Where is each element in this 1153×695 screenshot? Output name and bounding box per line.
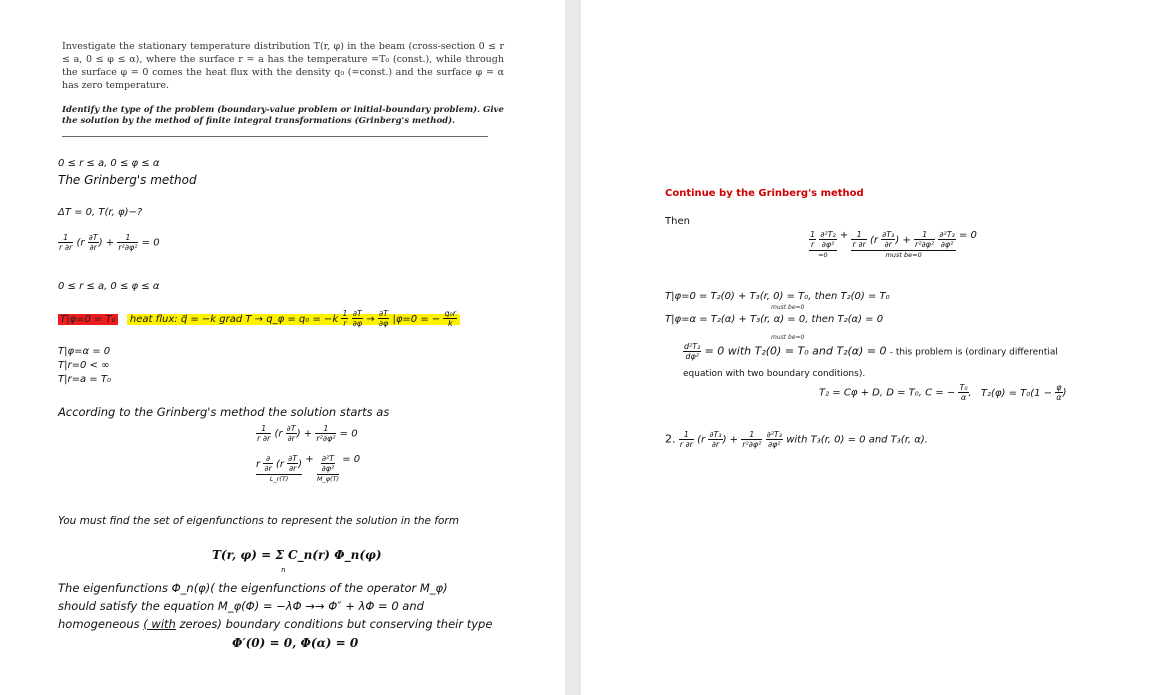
eigen-line-1: The eigenfunctions Φ_n(φ)( the eigenfunctions of the operator M_φ) <box>58 581 448 595</box>
frac-den: α <box>1056 393 1062 402</box>
frac-num: 1 <box>810 230 816 239</box>
equals-zero: = 0 <box>339 428 358 440</box>
plus-sign: + <box>303 428 313 440</box>
frac-den: dφ² <box>685 352 699 361</box>
frac-num: ∂²T₃ <box>939 230 955 239</box>
frac-den: r ∂r <box>679 440 693 449</box>
plus-sign: + <box>839 230 849 241</box>
pde-repeat <box>256 424 358 443</box>
frac-num: 1 <box>58 233 73 243</box>
plus-sign: + <box>105 237 115 249</box>
ode-note: - this problem is (ordinary differential <box>889 347 1058 358</box>
series-index: n <box>281 566 286 574</box>
bc-line-b: T|φ=α = T₂(α) + T₃(r, α) = 0, then T₂(α) = 0 <box>665 314 884 325</box>
frac-den: r²∂φ² <box>316 434 336 443</box>
r-symbol: r <box>256 458 261 470</box>
task-statement: Identify the type of the problem (boundary-value problem or initial-boundary problem). Give the solution by the method of finite integral transformations (Grinberg's method). <box>62 105 504 126</box>
frac-num: ∂²T₂ <box>820 230 836 239</box>
frac-den: ∂r <box>264 464 272 473</box>
must-find-line: You must find the set of eigenfunctions to represent the solution in the form <box>58 515 459 527</box>
paren-open: (r <box>697 434 706 446</box>
must-be-zero-b: must be=0 <box>771 334 805 341</box>
frac-num: ∂T₃ <box>882 230 895 239</box>
equals-zero: = 0 <box>342 454 361 465</box>
paren-close: ) <box>296 428 301 440</box>
frac-den: r²∂φ² <box>118 243 138 252</box>
frac-den: k <box>447 319 453 328</box>
brace-label-zero: =0 <box>809 250 837 259</box>
domain-line: 0 ≤ r ≤ a, 0 ≤ φ ≤ α <box>58 158 160 169</box>
must-be-zero-a: must be=0 <box>771 304 805 311</box>
frac-num: 1 <box>679 430 694 440</box>
ode-text: = 0 with T₂(0) = T₀ and T₂(α) = 0 <box>704 344 887 358</box>
frac-den: r ∂r <box>257 434 271 443</box>
frac-den: r ∂r <box>852 240 866 249</box>
frac-num: ∂²T <box>321 454 335 463</box>
solution-text: T₂ = Cφ + D, D = T₀, C = − <box>819 387 956 399</box>
paren-close: ) <box>298 458 303 470</box>
ode-note-2: equation with two boundary conditions). <box>683 369 866 379</box>
frac-den: ∂φ <box>352 319 363 328</box>
paren-open: (r <box>274 428 283 440</box>
method-line: The Grinberg's method <box>58 173 197 187</box>
frac-den: α <box>960 393 967 402</box>
frac-den: r²∂φ² <box>742 440 762 449</box>
bc-highlight-red: T|φ=0 = T₀ <box>60 313 116 325</box>
frac-num: T₀ <box>959 383 968 392</box>
plus-sign: + <box>305 454 314 465</box>
paren-open: (r <box>275 458 284 470</box>
frac-den: ∂φ² <box>321 464 335 473</box>
paren-close: ) <box>722 434 727 446</box>
frac-num: q₀r <box>444 309 457 318</box>
frac-den: ∂r <box>288 464 297 473</box>
document-page-left <box>0 0 565 695</box>
eigen-underlined: ( with <box>143 617 176 631</box>
bc-line-a: T|φ=0 = T₂(0) + T₃(r, 0) = T₀, then T₂(0) = T₀ <box>665 291 890 302</box>
frac-den: ∂r <box>711 440 720 449</box>
eigen-pre: homogeneous <box>58 617 144 631</box>
item-2-tail: with T₃(r, 0) = 0 and T₃(r, α). <box>786 434 928 446</box>
problem-statement: Investigate the stationary temperature distribution T(r, φ) in the beam (cross-section 0 ≤ r ≤ a, 0 ≤ φ ≤ α), where the surface r = a has the temperature =T₀ (const.), while through the surface φ = 0 comes the heat flux with the density q₀ (=const.) and the surface φ = α has zero temperature. <box>62 41 504 91</box>
mphi-label: M_φ(T) <box>316 475 340 483</box>
arrow: → <box>366 313 375 325</box>
frac-num: ∂ <box>263 454 272 464</box>
paren-close: ) <box>1062 387 1067 399</box>
frac-num: 1 <box>342 309 348 318</box>
solution-tail: T₂(φ) = T₀(1 − <box>980 387 1053 399</box>
eigen-bc: Φ′(0) = 0, Φ(α) = 0 <box>232 636 359 650</box>
frac-num: ∂T <box>88 233 98 242</box>
frac-den: ∂φ² <box>767 440 781 449</box>
lr-label: L_r(T) <box>256 474 302 483</box>
frac-den: ∂φ² <box>821 240 835 249</box>
pde-polar <box>58 233 160 252</box>
plus-sign: + <box>729 434 739 446</box>
paren-open: (r <box>76 237 85 249</box>
continue-heading: Continue by the Grinberg's method <box>665 188 864 199</box>
frac-num: 1 <box>315 424 336 434</box>
frac-num: ∂T <box>286 424 296 433</box>
solution-line: T₂ = Cφ + D, D = T₀, C = − $\frac{\text{T₀}}{\alpha}$ , T₂(φ) = T₀(1 − $\frac{\varphi}{\alpha}$ ) <box>819 383 1067 402</box>
frac-num: 1 <box>256 424 271 434</box>
frac-num: ∂T₃ <box>709 430 722 439</box>
series-form: T(r, φ) = Σ C_n(r) Φ_n(φ) <box>212 548 382 562</box>
frac-num: d²T₂ <box>684 342 701 351</box>
bc-alpha: T|φ=α = 0 <box>58 346 111 357</box>
frac-num: 1 <box>914 230 935 240</box>
paren-open: (r <box>869 234 878 246</box>
frac-num: ∂T <box>288 454 298 463</box>
according-line: According to the Grinberg's method the solution starts as <box>58 405 390 419</box>
eigen-post: zeroes) boundary conditions but conserving their type <box>175 617 493 631</box>
frac-den: r²∂φ² <box>915 240 935 249</box>
equals-zero: = 0 <box>141 237 160 249</box>
eigen-line-2: should satisfy the equation M_φ(Φ) = −λΦ →→ Φ″ + λΦ = 0 and <box>58 599 424 613</box>
flux-highlight <box>127 309 460 328</box>
frac-den: ∂r <box>884 240 892 249</box>
frac-den: ∂φ² <box>940 240 954 249</box>
bc-r-zero: T|r=0 < ∞ <box>58 360 110 371</box>
eigen-line-3 <box>58 617 492 631</box>
equals-zero: = 0 <box>958 230 977 241</box>
plus-sign: + <box>902 234 911 246</box>
frac-num: 1 <box>741 430 762 440</box>
brace-label-must-be-zero: must be=0 <box>851 250 955 259</box>
frac-den: ∂r <box>89 243 97 252</box>
frac-num: ∂²T₃ <box>766 430 782 439</box>
divider-line <box>62 136 488 137</box>
frac-den: r ∂r <box>59 243 73 252</box>
item-2 <box>665 430 928 449</box>
frac-den: r <box>810 240 815 249</box>
document-page-right <box>581 0 1153 695</box>
paren-close: ) <box>98 237 103 249</box>
flux-row <box>58 309 460 328</box>
then-label: Then <box>665 216 690 227</box>
frac-num: ∂T <box>352 309 362 318</box>
flux-text: heat flux: q⃗ = −k grad T → q_φ = q₀ = −k <box>129 313 339 325</box>
bc-r-a: T|r=a = T₀ <box>58 374 111 385</box>
frac-num: 1 <box>851 230 866 240</box>
ode-line <box>683 342 1058 361</box>
laplace-equation: ΔT = 0, T(r, φ)−? <box>58 207 143 218</box>
flux-end: |φ=0 = − <box>392 313 441 325</box>
frac-den: ∂r <box>287 434 295 443</box>
frac-num: ∂T <box>379 309 389 318</box>
frac-den: r <box>343 319 347 328</box>
item-number: 2. <box>665 432 676 446</box>
operator-split <box>256 454 360 483</box>
frac-num: φ <box>1056 383 1062 392</box>
paren-close: ) <box>895 234 900 246</box>
split-equation <box>809 230 977 259</box>
frac-den: ∂φ <box>378 319 389 328</box>
domain-line-2: 0 ≤ r ≤ a, 0 ≤ φ ≤ α <box>58 281 160 292</box>
frac-num: 1 <box>117 233 138 243</box>
